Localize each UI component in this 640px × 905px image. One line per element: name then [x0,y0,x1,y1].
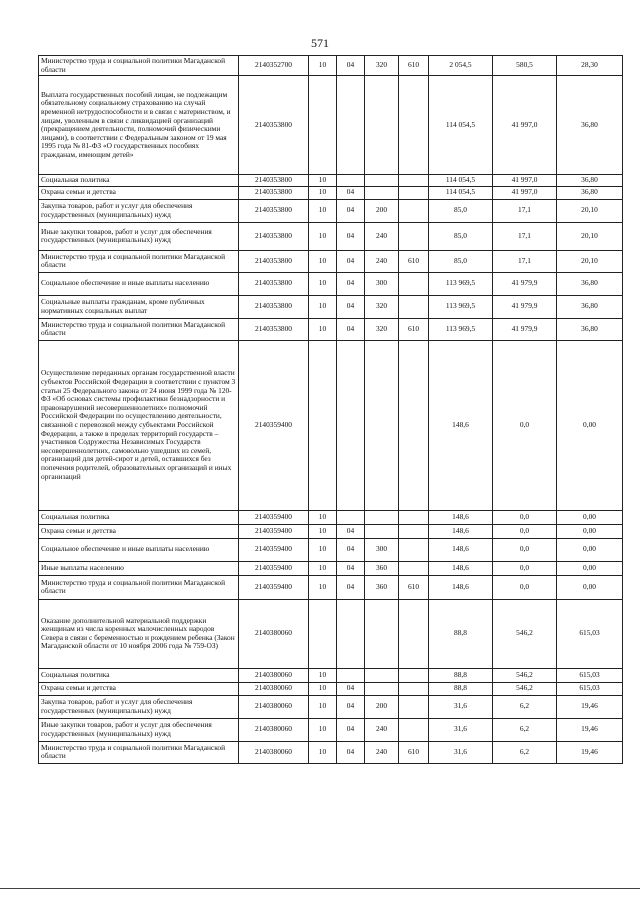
table-row [39,175,623,187]
cell-vr: 320 [365,318,399,340]
cell-rz: 10 [309,682,337,695]
cell-code: 2140380060 [239,718,309,741]
cell-vr: 320 [365,56,399,76]
cell-adm: 610 [399,56,429,76]
cell-v1: 2 054,5 [429,56,493,76]
cell-adm [399,76,429,175]
cell-v3: 615,03 [557,668,623,682]
cell-name: Осуществление переданных органам государственной власти субъектов Российской Федерации в соответствии с пунктом 3 статьи 25 Федерального закона от 24 июня 1999 года № 120-ФЗ «Об основах системы профилактики безнадзорности и правонарушений несовершеннолетних» полномочий Российской Федерации по осуществлению деятельности, связанной с перевозкой между субъектами Российской Федерации, а также в пределах территорий государств – участников Содружества Независимых Государств несовершеннолетних, самовольно ушедших из семей, организаций для детей-сирот и детей, оставшихся без попечения родителей, образовательных организаций и иных организаций [39,340,239,510]
cell-vr [365,175,399,187]
cell-vr: 240 [365,250,399,272]
table-row [39,668,623,682]
cell-vr: 300 [365,538,399,561]
cell-v2: 6,2 [493,695,557,718]
cell-v3: 28,30 [557,56,623,76]
cell-rz: 10 [309,668,337,682]
table-row [39,186,623,199]
cell-v3: 20,10 [557,199,623,222]
cell-v2: 6,2 [493,718,557,741]
cell-rz: 10 [309,524,337,538]
cell-code: 2140353800 [239,199,309,222]
page-number: 571 [311,36,329,50]
cell-pr: 04 [337,186,365,199]
cell-name: Министерство труда и социальной политики Магаданской области [39,318,239,340]
cell-adm [399,682,429,695]
table-row [39,318,623,340]
cell-code: 2140359400 [239,510,309,524]
cell-pr [337,599,365,668]
cell-v3: 36,80 [557,186,623,199]
cell-v2: 580,5 [493,56,557,76]
cell-adm [399,695,429,718]
cell-v1: 85,0 [429,250,493,272]
cell-pr: 04 [337,524,365,538]
cell-vr: 240 [365,222,399,250]
table-row [39,524,623,538]
cell-rz: 10 [309,222,337,250]
cell-v2: 0,0 [493,561,557,575]
cell-v3: 36,80 [557,175,623,187]
cell-pr: 04 [337,250,365,272]
cell-code: 2140380060 [239,682,309,695]
cell-code: 2140359400 [239,538,309,561]
cell-v1: 148,6 [429,575,493,599]
cell-rz: 10 [309,175,337,187]
cell-name: Выплата государственных пособий лицам, не подлежащим обязательному социальному страхованию на случай временной нетрудоспособности и в связи с материнством, и лицам, уволенным в связи с ликвидацией организаций (прекращением деятельности, полномочий физическими лицами), в соответствии с Федеральным законом от 19 мая 1995 года № 81-ФЗ «О государственных пособиях гражданам, имеющим детей» [39,76,239,175]
cell-pr: 04 [337,272,365,295]
cell-rz: 10 [309,695,337,718]
cell-v1: 114 054,5 [429,76,493,175]
cell-rz: 10 [309,318,337,340]
cell-v1: 114 054,5 [429,186,493,199]
cell-v2: 6,2 [493,741,557,763]
cell-rz: 10 [309,250,337,272]
cell-vr [365,668,399,682]
cell-name: Иные закупки товаров, работ и услуг для обеспечения государственных (муниципальных) нужд [39,222,239,250]
table-row [39,741,623,763]
cell-name: Социальное обеспечение и иные выплаты населению [39,538,239,561]
table-row [39,561,623,575]
cell-rz: 10 [309,295,337,318]
cell-name: Социальная политика [39,175,239,187]
cell-v1: 88,8 [429,599,493,668]
cell-v3: 20,10 [557,222,623,250]
table-row [39,575,623,599]
cell-code: 2140359400 [239,524,309,538]
cell-adm [399,524,429,538]
cell-adm [399,222,429,250]
cell-pr: 04 [337,222,365,250]
cell-v2: 17,1 [493,250,557,272]
cell-v2: 546,2 [493,599,557,668]
cell-v1: 113 969,5 [429,318,493,340]
cell-rz: 10 [309,561,337,575]
cell-adm [399,295,429,318]
cell-v1: 148,6 [429,524,493,538]
cell-v3: 19,46 [557,695,623,718]
cell-adm [399,718,429,741]
cell-pr: 04 [337,295,365,318]
cell-v2: 17,1 [493,222,557,250]
cell-vr: 240 [365,718,399,741]
cell-v2: 0,0 [493,538,557,561]
budget-table [38,55,623,764]
cell-code: 2140353800 [239,318,309,340]
cell-v2: 0,0 [493,575,557,599]
cell-pr: 04 [337,318,365,340]
cell-name: Министерство труда и социальной политики Магаданской области [39,56,239,76]
cell-v1: 148,6 [429,538,493,561]
cell-pr: 04 [337,56,365,76]
cell-name: Социальные выплаты гражданам, кроме публичных нормативных социальных выплат [39,295,239,318]
cell-name: Министерство труда и социальной политики Магаданской области [39,741,239,763]
cell-code: 2140353800 [239,250,309,272]
cell-name: Охрана семьи и детства [39,524,239,538]
cell-vr [365,186,399,199]
cell-vr [365,76,399,175]
cell-v1: 31,6 [429,741,493,763]
cell-adm [399,538,429,561]
cell-adm: 610 [399,250,429,272]
cell-adm [399,561,429,575]
cell-code: 2140353800 [239,186,309,199]
cell-v2: 0,0 [493,340,557,510]
cell-code: 2140353800 [239,76,309,175]
cell-v1: 88,8 [429,668,493,682]
cell-adm: 610 [399,741,429,763]
cell-code: 2140359400 [239,575,309,599]
cell-v2: 41 997,0 [493,76,557,175]
cell-adm [399,340,429,510]
cell-v3: 0,00 [557,575,623,599]
cell-v1: 148,6 [429,510,493,524]
table-row [39,538,623,561]
cell-v1: 31,6 [429,718,493,741]
cell-v3: 36,80 [557,295,623,318]
cell-code: 2140352700 [239,56,309,76]
cell-pr: 04 [337,199,365,222]
cell-name: Иные выплаты населению [39,561,239,575]
table-row [39,340,623,510]
cell-code: 2140353800 [239,175,309,187]
cell-rz [309,340,337,510]
cell-v1: 85,0 [429,199,493,222]
cell-v2: 41 997,0 [493,175,557,187]
cell-v2: 0,0 [493,524,557,538]
cell-code: 2140380060 [239,599,309,668]
table-row [39,76,623,175]
cell-v2: 41 979,9 [493,318,557,340]
cell-adm [399,186,429,199]
cell-v3: 36,80 [557,76,623,175]
cell-vr: 300 [365,272,399,295]
cell-adm [399,599,429,668]
cell-rz: 10 [309,741,337,763]
cell-rz: 10 [309,510,337,524]
cell-v3: 19,46 [557,718,623,741]
cell-v2: 41 979,9 [493,272,557,295]
cell-pr: 04 [337,682,365,695]
cell-adm [399,668,429,682]
cell-name: Охрана семьи и детства [39,186,239,199]
cell-vr [365,599,399,668]
table-row [39,510,623,524]
cell-v2: 0,0 [493,510,557,524]
cell-v3: 0,00 [557,561,623,575]
cell-v2: 41 997,0 [493,186,557,199]
cell-vr [365,682,399,695]
cell-v3: 36,80 [557,318,623,340]
cell-rz: 10 [309,575,337,599]
cell-name: Закупка товаров, работ и услуг для обеспечения государственных (муниципальных) нужд [39,695,239,718]
cell-code: 2140353800 [239,222,309,250]
cell-name: Охрана семьи и детства [39,682,239,695]
cell-v1: 31,6 [429,695,493,718]
cell-pr: 04 [337,575,365,599]
cell-vr: 360 [365,575,399,599]
cell-v2: 546,2 [493,668,557,682]
cell-pr [337,668,365,682]
cell-code: 2140380060 [239,668,309,682]
cell-code: 2140380060 [239,741,309,763]
cell-vr [365,340,399,510]
cell-pr [337,510,365,524]
cell-code: 2140359400 [239,561,309,575]
cell-vr [365,524,399,538]
cell-pr: 04 [337,718,365,741]
cell-name: Социальная политика [39,668,239,682]
cell-v1: 113 969,5 [429,295,493,318]
cell-v1: 148,6 [429,561,493,575]
cell-v3: 0,00 [557,524,623,538]
cell-adm: 610 [399,318,429,340]
cell-name: Социальная политика [39,510,239,524]
cell-adm [399,199,429,222]
bottom-rule [0,888,640,889]
cell-name: Министерство труда и социальной политики Магаданской области [39,250,239,272]
cell-v3: 36,80 [557,272,623,295]
cell-v1: 148,6 [429,340,493,510]
cell-rz: 10 [309,186,337,199]
table-row [39,695,623,718]
cell-rz [309,76,337,175]
cell-vr: 200 [365,695,399,718]
cell-pr: 04 [337,695,365,718]
cell-v2: 41 979,9 [493,295,557,318]
cell-code: 2140353800 [239,295,309,318]
table-row [39,250,623,272]
cell-code: 2140353800 [239,272,309,295]
cell-v3: 615,03 [557,599,623,668]
cell-pr: 04 [337,538,365,561]
table-row [39,56,623,76]
cell-v3: 0,00 [557,340,623,510]
table-row [39,682,623,695]
table-row [39,599,623,668]
cell-adm [399,510,429,524]
cell-v1: 85,0 [429,222,493,250]
cell-v1: 88,8 [429,682,493,695]
cell-vr: 200 [365,199,399,222]
cell-rz: 10 [309,718,337,741]
cell-pr [337,76,365,175]
cell-vr: 240 [365,741,399,763]
cell-pr [337,340,365,510]
cell-v3: 0,00 [557,510,623,524]
cell-name: Закупка товаров, работ и услуг для обеспечения государственных (муниципальных) нужд [39,199,239,222]
table-row [39,199,623,222]
cell-rz [309,599,337,668]
table-row [39,295,623,318]
cell-pr: 04 [337,561,365,575]
cell-code: 2140359400 [239,340,309,510]
cell-pr [337,175,365,187]
table-row [39,222,623,250]
cell-code: 2140380060 [239,695,309,718]
cell-adm [399,175,429,187]
cell-v3: 0,00 [557,538,623,561]
cell-adm [399,272,429,295]
cell-vr: 320 [365,295,399,318]
cell-rz: 10 [309,272,337,295]
cell-v2: 546,2 [493,682,557,695]
cell-name: Иные закупки товаров, работ и услуг для обеспечения государственных (муниципальных) нужд [39,718,239,741]
cell-name: Оказание дополнительной материальной поддержки женщинам из числа коренных малочисленных народов Севера в связи с беременностью и рождением ребенка (Закон Магаданской области от 10 ноября 2006 года № 759-ОЗ) [39,599,239,668]
cell-adm: 610 [399,575,429,599]
cell-rz: 10 [309,538,337,561]
cell-vr [365,510,399,524]
cell-v2: 17,1 [493,199,557,222]
cell-pr: 04 [337,741,365,763]
cell-name: Социальное обеспечение и иные выплаты населению [39,272,239,295]
cell-v3: 19,46 [557,741,623,763]
table-row [39,272,623,295]
table-row [39,718,623,741]
cell-v1: 113 969,5 [429,272,493,295]
cell-rz: 10 [309,56,337,76]
cell-name: Министерство труда и социальной политики Магаданской области [39,575,239,599]
cell-vr: 360 [365,561,399,575]
cell-v1: 114 054,5 [429,175,493,187]
cell-v3: 615,03 [557,682,623,695]
cell-rz: 10 [309,199,337,222]
cell-v3: 20,10 [557,250,623,272]
